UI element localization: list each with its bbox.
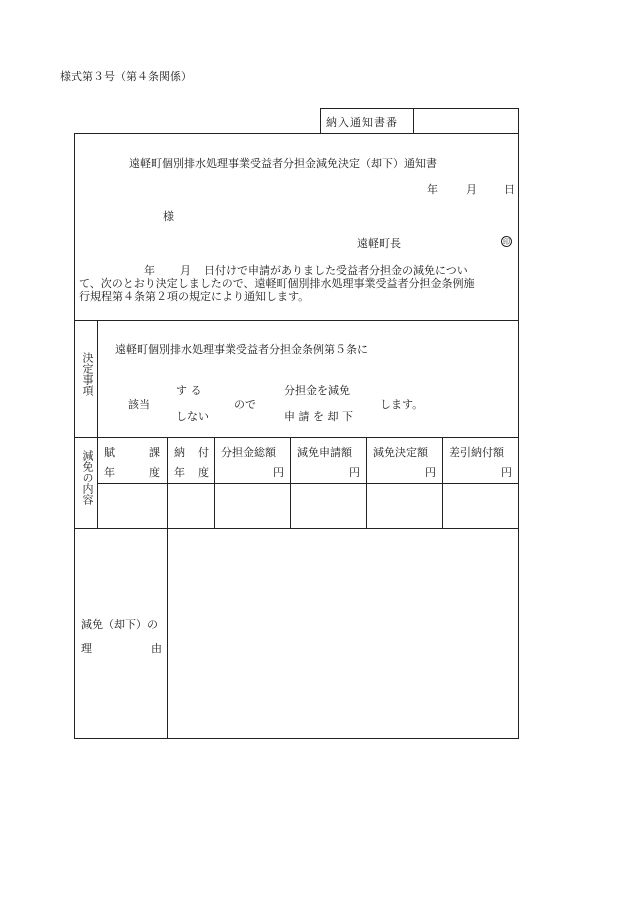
col-divider-3 (290, 437, 291, 528)
col-payment-d: 度 (198, 466, 209, 479)
unit-balance: 円 (501, 466, 512, 479)
notice-number-field[interactable] (416, 110, 516, 132)
addressee-field[interactable] (80, 206, 160, 222)
decision-node: ので (234, 398, 256, 411)
col-payment-c: 年 (174, 466, 185, 479)
date-year-label: 年 (427, 183, 438, 196)
decision-shinai[interactable]: しない (176, 410, 209, 423)
divider-detail-header (97, 483, 519, 484)
decision-suru[interactable]: す る (176, 384, 202, 397)
decision-reduce[interactable]: 分担金を減免 (284, 384, 350, 397)
decision-ordinance: 遠軽町個別排水処理事業受益者分担金条例第５条に (115, 343, 368, 356)
col-payment-b: 付 (198, 446, 209, 459)
notice-number-divider (413, 108, 414, 134)
body-line3: 行規程第４条第２項の規定により通知します。 (79, 290, 310, 303)
issuer-name: 遠軽町長 (357, 237, 401, 250)
decision-applicable: 該当 (128, 398, 150, 411)
reason-label-b: 由 (151, 642, 162, 655)
decision-shimasu: します。 (380, 398, 424, 411)
divider-notice-decision (74, 320, 519, 321)
body-line2: て、次のとおり決定しましたので、遠軽町個別排水処理事業受益者分担金条例施 (79, 277, 475, 290)
addressee-suffix: 様 (163, 210, 174, 223)
unit-requested: 円 (349, 466, 360, 479)
col-levy-a: 賦 (104, 446, 115, 459)
cell-payment-year[interactable] (169, 485, 212, 526)
reason-label-line1: 減免（却下）の (81, 618, 158, 631)
notice-title: 遠軽町個別排水処理事業受益者分担金減免決定（却下）通知書 (129, 157, 437, 170)
col-payment-a: 納 (174, 446, 185, 459)
col-fy-b: 度 (149, 466, 160, 479)
body-month: 月 (180, 264, 191, 277)
col-requested: 減免申請額 (297, 446, 352, 459)
reason-field[interactable] (170, 531, 516, 736)
divider-detail-reason (74, 528, 519, 529)
reason-label-a: 理 (81, 642, 92, 655)
col-divider-5 (442, 437, 443, 528)
body-line1: 日付けで申請がありました受益者分担金の減免につい (204, 264, 468, 277)
body-year: 年 (144, 264, 155, 277)
seal-icon: 印 (503, 238, 510, 246)
unit-total: 円 (273, 466, 284, 479)
cell-total[interactable] (216, 485, 288, 526)
cell-requested[interactable] (292, 485, 364, 526)
col-decided: 減免決定額 (373, 446, 428, 459)
col-divider-2 (214, 437, 215, 528)
date-month-label: 月 (466, 183, 477, 196)
divider-decision-detail (74, 437, 519, 438)
col-divider-4 (366, 437, 367, 528)
label-column-divider (97, 320, 98, 528)
date-day-label: 日 (504, 183, 515, 196)
col-balance: 差引納付額 (449, 446, 504, 459)
cell-fiscal-year[interactable] (99, 485, 165, 526)
decision-reject[interactable]: 申 請 を 却 下 (284, 410, 353, 423)
cell-decided[interactable] (368, 485, 440, 526)
col-fy-a: 年 (104, 466, 115, 479)
col-divider-1 (167, 437, 168, 739)
col-levy-b: 課 (149, 446, 160, 459)
decision-label: 決定事項 (81, 352, 94, 396)
notice-number-label: 納入通知書番 (326, 116, 398, 129)
form-number: 様式第３号（第４条関係） (60, 70, 192, 83)
col-total: 分担金総額 (221, 446, 276, 459)
cell-balance[interactable] (444, 485, 517, 526)
detail-label: 減免の内容 (81, 450, 94, 505)
unit-decided: 円 (425, 466, 436, 479)
